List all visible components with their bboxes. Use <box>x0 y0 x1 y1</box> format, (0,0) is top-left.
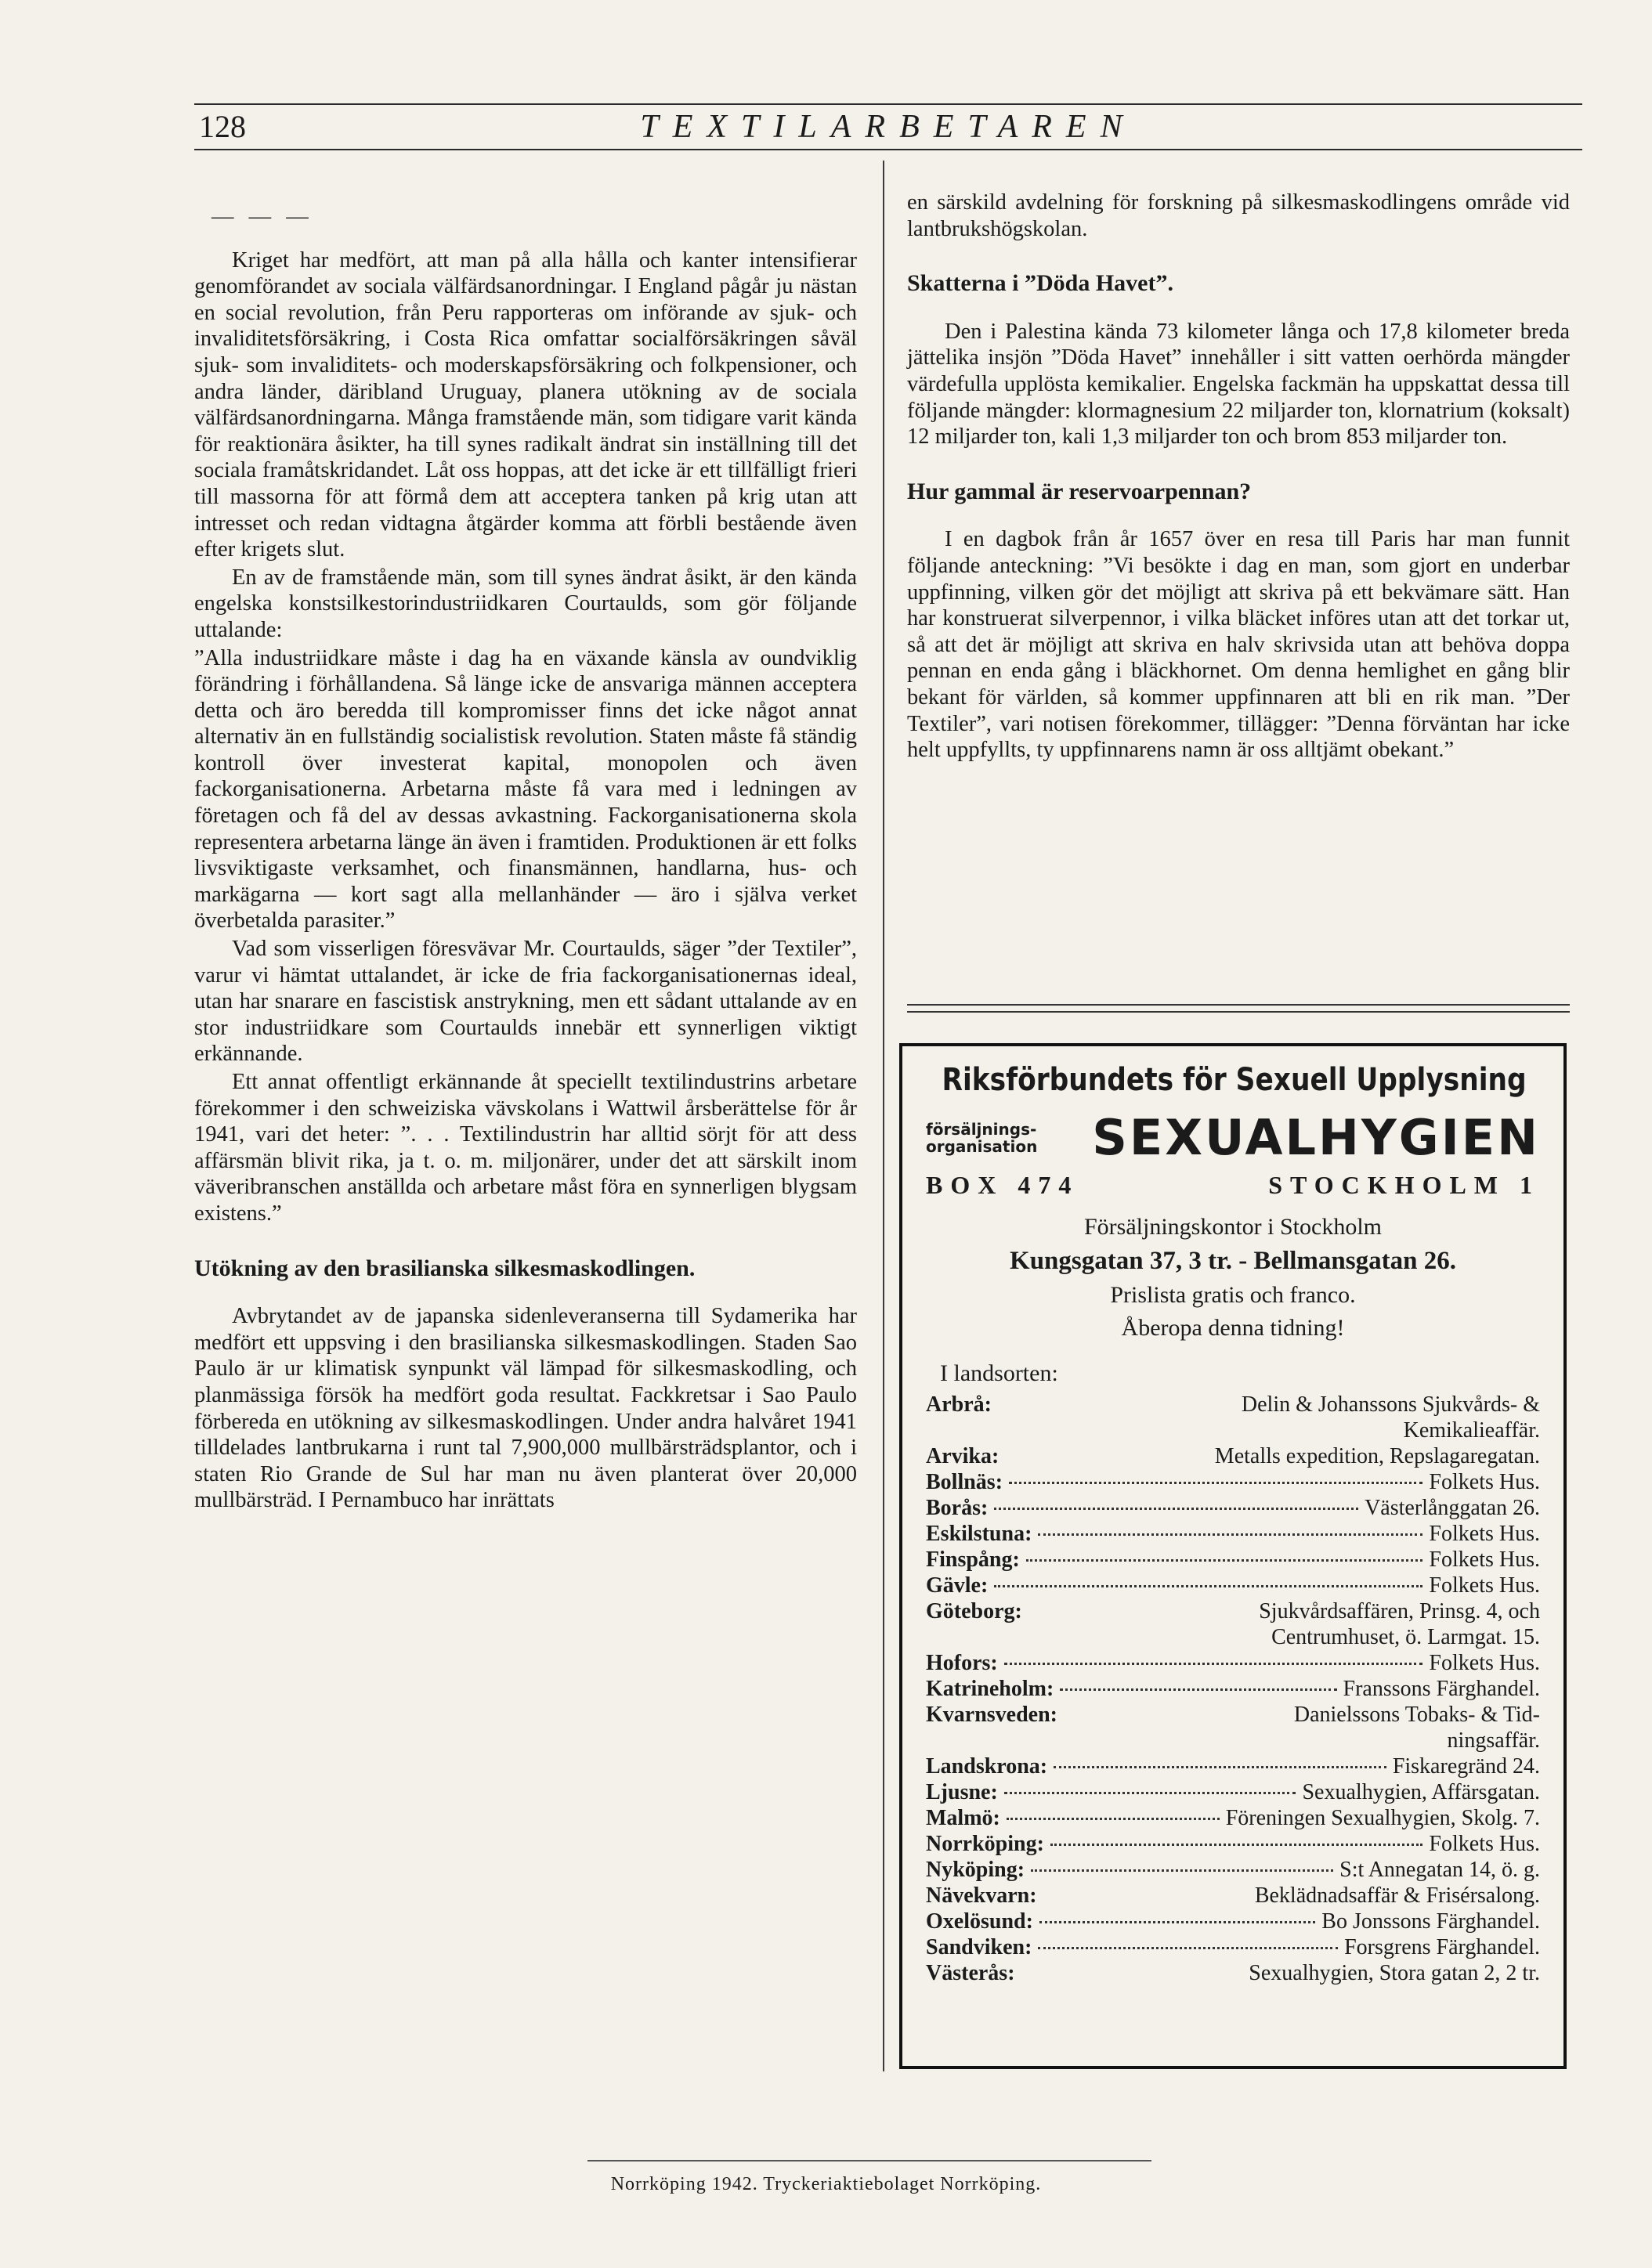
list-item: Finspång: Folkets Hus. <box>926 1548 1540 1572</box>
column-divider <box>883 161 884 2071</box>
list-item: Eskilstuna: Folkets Hus. <box>926 1522 1540 1546</box>
advert-separator <box>907 1004 1570 1013</box>
advert-landsorten: I landsorten: <box>940 1360 1058 1386</box>
paragraph: I en dagbok från år 1657 över en resa till Paris har man funnit följande anteckning: ”Vi besökte i dag en man, som gjort en underbar uppfinning, vilken gör det möjligt att skriva på ett bekvämare sätt. Han har konstruerat silverpennor, i vilka bläcket införes utan att det torkar ut, så att det är möjligt att skriva en halv skrivsida utan att behöva doppa pennan en enda gång i bläckhornet. Om denna hemlighet en gång blir bekant för världen, så kommer uppfinnaren att bli en rik man. ”Der Textiler”, vari notisen förekommer, tillägger: ”Denna förväntan har icke helt uppfyllts, ty uppfinnarens namn är oss alltjämt obekant.” <box>907 527 1570 763</box>
printer-imprint: Norrköping 1942. Tryckeriaktiebolaget Norrköping. <box>610 2174 1042 2194</box>
left-column <box>194 204 857 1515</box>
advert-box-number: BOX 474 <box>926 1171 1079 1199</box>
list-item: Oxelösund: Bo Jonssons Färghandel. <box>926 1909 1540 1934</box>
advert-brand: SEXUALHYGIEN <box>1092 1109 1540 1166</box>
outlet-list <box>926 1392 1540 1986</box>
paragraph: Den i Palestina kända 73 kilometer långa och 17,8 kilometer breda jättelika insjön ”Döda Havet” innehåller i sitt vatten oerhörda mängder värdefulla upplösta kemikalier. Engelska fackmän ha uppskattat dessa till följande mängder: klormagnesium 22 miljarder ton, klornatrium (koksalt) 12 miljarder ton, kali 1,3 miljarder ton och brom 853 miljarder ton. <box>907 319 1570 450</box>
advert-brand-row <box>926 1109 1540 1166</box>
right-column <box>907 190 1570 765</box>
section-heading-brazil: Utökning av den brasilianska silkesmaskodlingen. <box>194 1255 696 1281</box>
list-item: Västerås: Sexualhygien, Stora gatan 2, 2 tr. <box>926 1961 1540 1985</box>
list-item: Arbrå: Delin & Johanssons Sjukvårds- & Kemikalieaffär. <box>926 1392 1540 1443</box>
list-item: Katrineholm: Franssons Färghandel. <box>926 1677 1540 1701</box>
paragraph: Kriget har medfört, att man på alla hålla och kanter intensifierar genomförandet av sociala välfärdsanordningar. I England pågår ju nästan en social revolution, från Peru rapporteras om införande av sjuk- och invaliditetsförsäkring, i Costa Rica omfattar socialförsäkringen såväl sjuk- som invaliditets- och moderskapsförsäkring och folkpensioner, och andra länder, däribland Uruguay, planera utökning av de sociala välfärdsanordningarna. Många framstående män, som tidigare varit kända för reaktionära åsikter, ha till synes radikalt ändrat sin inställning till det sociala framåtskridandet. Låt oss hoppas, att det icke är ett tillfälligt frieri till massorna för att förmå dem att acceptera tanken på krig utan att intresset och redan vidtagna åtgärder komma att förbli bestående även efter krigets slut. <box>194 247 857 562</box>
list-item: Borås: Västerlånggatan 26. <box>926 1496 1540 1520</box>
list-item: Kvarnsveden: Danielssons Tobaks- & Tid- ningsaffär. <box>926 1703 1540 1753</box>
list-item: Landskrona: Fiskaregränd 24. <box>926 1754 1540 1779</box>
page-number: 128 <box>199 109 246 144</box>
paragraph: Vad som visserligen föresvävar Mr. Courtaulds, säger ”der Textiler”, varur vi hämtat uttalandet, är icke de fria fackorganisationernas ideal, utan har snarare en fascistisk anstrykning, men ett sådant uttalande av en stor industriidkare som Courtaulds innebär ett synnerligen viktigt erkännande. <box>194 937 857 1067</box>
paragraph: Avbrytandet av de japanska sidenleveranserna till Sydamerika har medfört ett uppsving i den brasilianska silkesmaskodlingen. Staden Sao Paulo är ur klimatisk synpunkt väl lämpad för silkesmaskodling, och planmässiga försök ha medfört goda resultat. Fackkretsar i Sao Paulo förbereda en utökning av silkesmaskodlingen. Under andra halvåret 1941 tilldelades lantbrukarna i runt tal 7,900,000 mullbärsträdsplantor, och i staten Rio Grande de Sul har man nu även planterat över 20,000 mullbärsträd. I Pernambuco har inrättats <box>194 1304 857 1513</box>
advert-label: försäljnings- organisation <box>926 1119 1038 1156</box>
advert-city: STOCKHOLM 1 <box>1268 1171 1540 1199</box>
list-item: Malmö: Föreningen Sexualhygien, Skolg. 7. <box>926 1806 1540 1830</box>
advertisement-box <box>899 1043 1567 2069</box>
quote-paragraph: ”Alla industriidkare måste i dag ha en växande känsla av oundviklig förändring i förhållandena. Så länge icke de ansvariga männen acceptera detta och äro beredda till kompromisser finns det icke något annat alternativ än en fullständig socialistisk revolution. Staten måste få ständig kontroll över investerat kapital, monopolen och även fackorganisationerna. Arbetarna måste få vara med i ledningen av företagen och få del av dessas avkastning. Fackorganisationerna skola representera arbetarna länge än även i framtiden. Produktionen är ett folks livsviktigaste verksamhet, och finansmännen, handlarna, hus- och markägarna — kort sagt alla mellanhänder — äro i själva verket överbetalda parasiter.” <box>194 645 857 934</box>
list-item: Nävekvarn: Beklädnadsaffär & Frisérsalong. <box>926 1883 1540 1908</box>
list-item: Ljusne: Sexualhygien, Affärsgatan. <box>926 1780 1540 1804</box>
list-item: Arvika: Metalls expedition, Repslagaregatan. <box>926 1444 1540 1468</box>
list-item: Sandviken: Forsgrens Färghandel. <box>926 1935 1540 1959</box>
list-item: Gävle: Folkets Hus. <box>926 1573 1540 1598</box>
paragraph: Ett annat offentligt erkännande åt speciellt textilindustrins arbetare förekommer i den schweiziska vävskolans i Wattwil årsberättelse för år 1941, vari det heter: ”. . . Textilindustrin har alltid sörjt för att dess affärsmän blivit rika, ja t. o. m. miljonärer, under det att särskilt inom väveribranschen anställda och arbetare måst föra en synnerligen blygsam existens.” <box>194 1070 857 1226</box>
paragraph-continuation: en särskild avdelning för forskning på silkesmaskodlingens område vid lantbrukshögskolan. <box>907 190 1570 241</box>
advert-address: Kungsgatan 37, 3 tr. - Bellmansgatan 26. <box>1010 1247 1456 1275</box>
list-item: Hofors: Folkets Hus. <box>926 1651 1540 1675</box>
section-heading-fountain-pen: Hur gammal är reservoarpennan? <box>907 478 1252 504</box>
advert-postal-row <box>926 1171 1540 1200</box>
page-header <box>194 103 1582 150</box>
section-dashes: — — — <box>211 204 313 229</box>
list-item: Bollnäs: Folkets Hus. <box>926 1470 1540 1494</box>
list-item: Norrköping: Folkets Hus. <box>926 1832 1540 1856</box>
running-title: TEXTILARBETAREN <box>640 109 1137 145</box>
footer-divider <box>587 2160 1151 2161</box>
list-item: Göteborg: Sjukvårdsaffären, Prinsg. 4, och Centrumhuset, ö. Larmgat. 15. <box>926 1599 1540 1649</box>
section-heading-dead-sea: Skatterna i ”Döda Havet”. <box>907 270 1173 297</box>
list-item: Nyköping: S:t Annegatan 14, ö. g. <box>926 1858 1540 1882</box>
advert-title: Riksförbundets för Sexuell Upplysning <box>942 1062 1527 1098</box>
advert-pricelist: Prislista gratis och franco. <box>1110 1282 1356 1308</box>
paragraph: En av de framstående män, som till synes ändrat åsikt, är den kända engelska konstsilkestorindustriidkaren Courtaulds, som gör följande uttalande: <box>194 565 857 642</box>
advert-office: Försäljningskontor i Stockholm <box>1083 1214 1382 1240</box>
advert-refer: Åberopa denna tidning! <box>1121 1315 1345 1341</box>
